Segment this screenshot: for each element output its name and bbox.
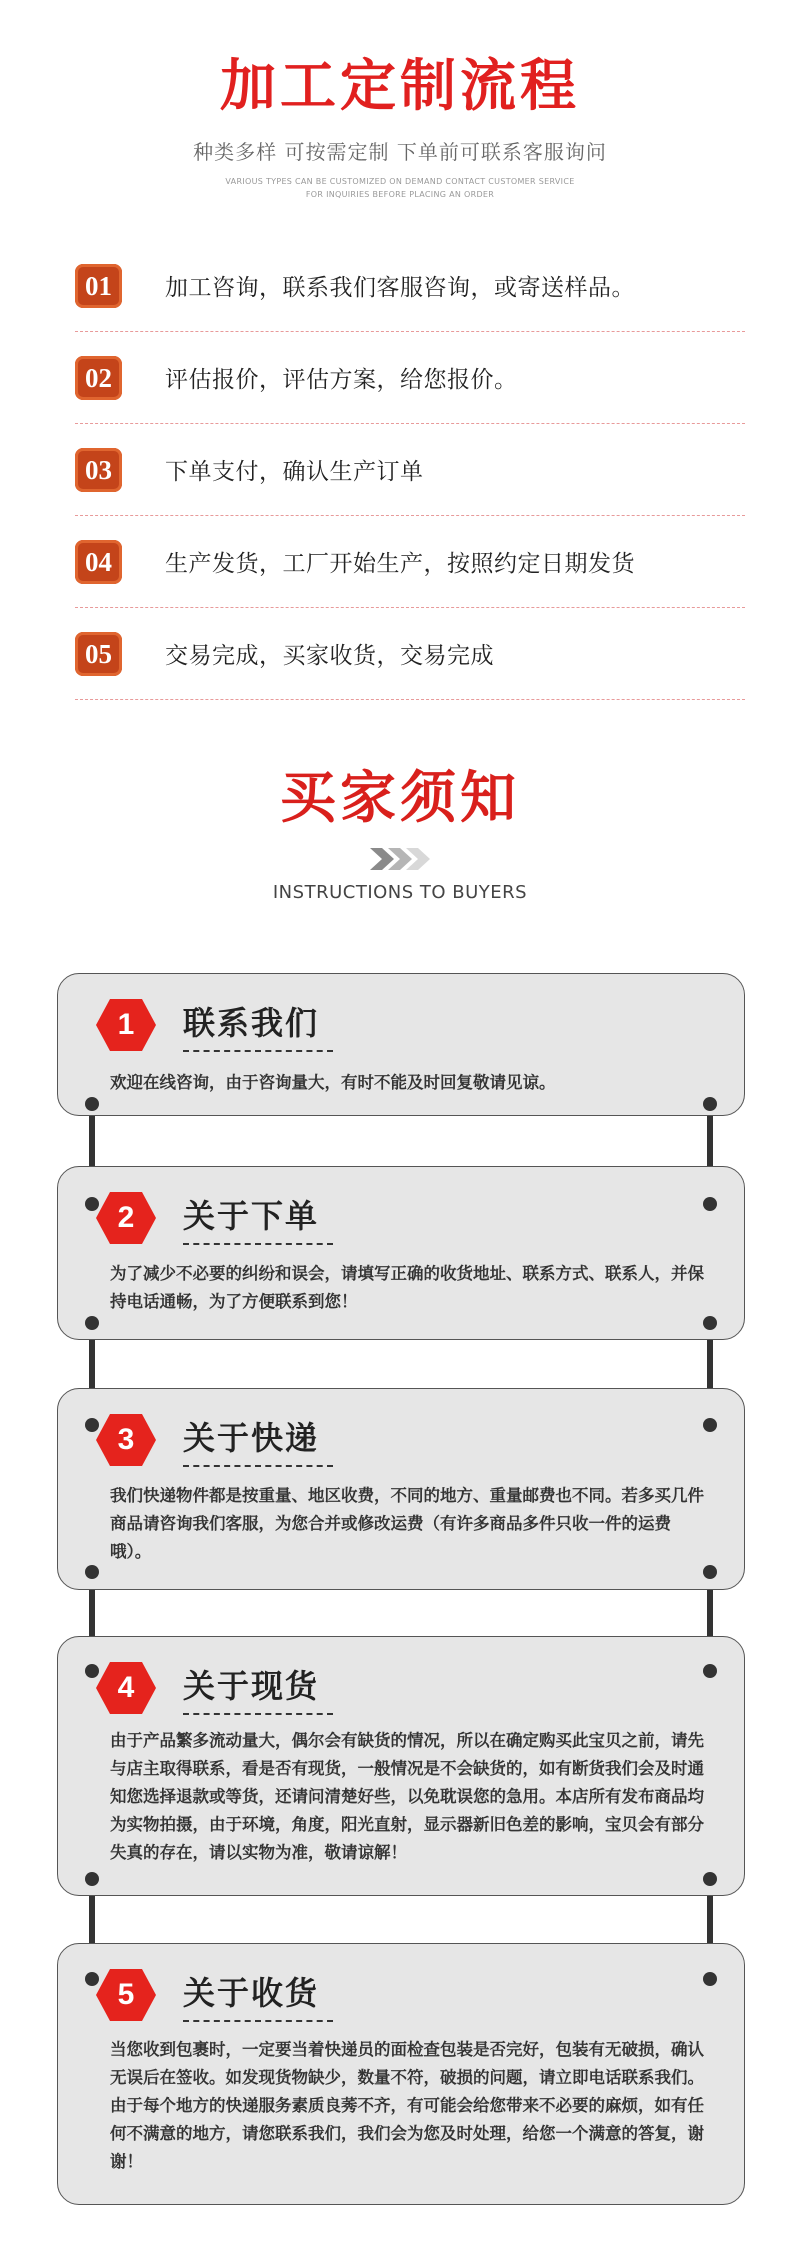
card-body: 我们快递物件都是按重量、地区收费，不同的地方、重量邮费也不同。若多买几件商品请咨询我们客服，为您合并或修改运费（有许多商品多件只收一件的运费哦）。 — [110, 1486, 704, 1561]
step-text: 加工咨询，联系我们客服咨询，或寄送样品。 — [165, 275, 635, 301]
process-step — [75, 240, 745, 332]
process-subtitle: 种类多样 可按需定制 下单前可联系客服询问 — [193, 140, 607, 164]
connector-dot — [85, 1097, 99, 1111]
connector-dot — [703, 1418, 717, 1432]
hexagon-number-badge — [95, 998, 157, 1052]
step-text: 交易完成，买家收货，交易完成 — [165, 643, 494, 669]
connector-dot — [703, 1565, 717, 1579]
card-number: 4 — [117, 1671, 135, 1704]
connector-dot — [703, 1316, 717, 1330]
notice-subtitle-en: INSTRUCTIONS TO BUYERS — [272, 882, 528, 903]
card-title: 关于快递 — [183, 1419, 320, 1457]
step-text: 生产发货，工厂开始生产，按照约定日期发货 — [165, 551, 635, 577]
process-step — [75, 332, 745, 424]
title-underline — [183, 1050, 333, 1052]
process-subtitle-en-line1: VARIOUS TYPES CAN BE CUSTOMIZED ON DEMAND CONTACT CUSTOMER SERVICE — [225, 177, 575, 186]
connector-dot — [85, 1197, 99, 1211]
process-subtitle-en-line2: FOR INQUIRIES BEFORE PLACING AN ORDER — [305, 190, 495, 199]
process-step — [75, 516, 745, 608]
notice-card-order — [57, 1166, 745, 1340]
step-number-badge — [75, 632, 122, 676]
connector-dot — [85, 1972, 99, 1986]
connector-dot — [703, 1097, 717, 1111]
card-body: 由于产品繁多流动量大，偶尔会有缺货的情况，所以在确定购买此宝贝之前，请先与店主取得联系，看是否有现货，一般情况是不会缺货的，如有断货我们会及时通知您选择退款或等货，还请问清楚好些，以免耽误您的急用。本店所有发布商品均为实物拍摄，由于环境，角度，阳光直射，显示器新旧色差的影响，宝贝会有部分失真的存在，请以实物为准，敬请谅解！ — [110, 1731, 704, 1862]
connector-dot — [85, 1316, 99, 1330]
notice-header — [0, 762, 800, 903]
process-title: 加工定制流程 — [220, 54, 580, 119]
card-number: 5 — [117, 1978, 135, 2011]
title-underline — [183, 2020, 333, 2022]
connector-dot — [85, 1664, 99, 1678]
process-step — [75, 424, 745, 516]
step-text: 下单支付，确认生产订单 — [165, 459, 424, 485]
step-number: 01 — [85, 270, 112, 301]
title-underline — [183, 1243, 333, 1245]
card-body: 当您收到包裹时，一定要当着快递员的面检查包装是否完好，包装有无破损，确认无误后在签收。如发现货物缺少，数量不符，破损的问题，请立即电话联系我们。由于每个地方的快递服务素质良莠不齐，有可能会给您带来不必要的麻烦，如有任何不满意的地方，请您联系我们，我们会为您及时处理，给您一个满意的答复，谢谢！ — [110, 2040, 704, 2171]
process-subtitle-en — [0, 175, 800, 201]
card-title: 关于现货 — [183, 1667, 320, 1705]
card-number: 1 — [117, 1008, 135, 1041]
connector-dot — [85, 1565, 99, 1579]
step-number: 04 — [85, 546, 112, 577]
hexagon-number-badge — [95, 1413, 157, 1467]
hexagon-number-badge — [95, 1968, 157, 2022]
step-number: 03 — [85, 454, 112, 485]
step-number-badge — [75, 264, 122, 308]
card-body: 为了减少不必要的纠纷和误会，请填写正确的收货地址、联系方式、联系人，并保持电话通畅，为了方便联系到您！ — [110, 1264, 704, 1311]
connector-dot — [85, 1418, 99, 1432]
double-chevron-right-icon — [370, 848, 430, 870]
step-number: 02 — [85, 362, 112, 393]
hexagon-number-badge — [95, 1191, 157, 1245]
card-title: 联系我们 — [183, 1004, 320, 1042]
notice-card-receipt — [57, 1943, 745, 2205]
card-number: 3 — [117, 1423, 135, 1456]
card-title: 关于下单 — [183, 1197, 320, 1235]
notice-card-contact — [57, 973, 745, 1116]
process-step — [75, 608, 745, 700]
notice-title: 买家须知 — [280, 765, 520, 831]
card-number: 2 — [117, 1201, 135, 1234]
connector-dot — [703, 1872, 717, 1886]
step-text: 评估报价，评估方案，给您报价。 — [165, 367, 518, 393]
notice-card-delivery — [57, 1388, 745, 1590]
step-number-badge — [75, 356, 122, 400]
connector-dot — [703, 1197, 717, 1211]
hexagon-number-badge — [95, 1661, 157, 1715]
connector-dot — [85, 1872, 99, 1886]
title-underline — [183, 1713, 333, 1715]
step-number-badge — [75, 540, 122, 584]
card-body: 欢迎在线咨询，由于咨询量大，有时不能及时回复敬请见谅。 — [110, 1073, 556, 1092]
process-steps — [75, 240, 745, 700]
connector-dot — [703, 1664, 717, 1678]
step-number-badge — [75, 448, 122, 492]
connector-dot — [703, 1972, 717, 1986]
card-title: 关于收货 — [183, 1974, 320, 2012]
step-number: 05 — [85, 638, 112, 669]
title-underline — [183, 1465, 333, 1467]
notice-card-stock — [57, 1636, 745, 1896]
process-header — [0, 52, 800, 201]
